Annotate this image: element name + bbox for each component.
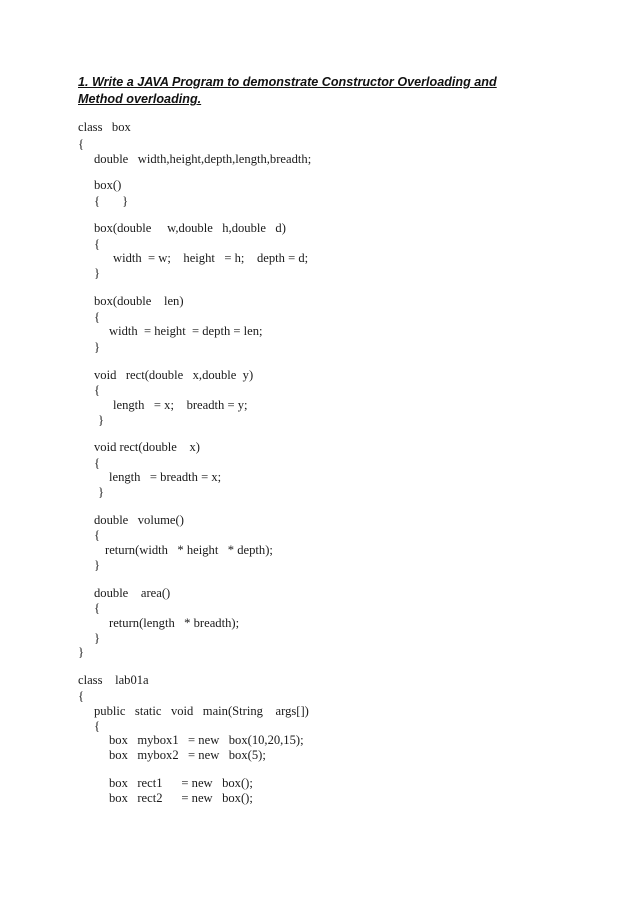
code-line: { bbox=[78, 689, 85, 703]
code-line: length = x; breadth = y; bbox=[113, 398, 248, 412]
code-line: return(width * height * depth); bbox=[105, 543, 273, 557]
code-line: } bbox=[78, 645, 85, 659]
code-line: } bbox=[94, 558, 101, 572]
code-line: double width,height,depth,length,breadth; bbox=[94, 152, 312, 166]
code-line: box(double w,double h,double d) bbox=[94, 221, 286, 235]
code-line: } bbox=[98, 485, 105, 499]
code-line: public static void main(String args[]) bbox=[94, 704, 309, 718]
code-line: box mybox1 = new box(10,20,15); bbox=[109, 733, 304, 747]
program-heading bbox=[78, 74, 558, 108]
heading-line-2: Method overloading. bbox=[78, 92, 202, 106]
code-line: { bbox=[94, 719, 101, 733]
code-line: { bbox=[94, 456, 101, 470]
code-line: { bbox=[94, 528, 101, 542]
code-line: void rect(double x,double y) bbox=[94, 368, 254, 382]
code-line: class lab01a bbox=[78, 673, 149, 687]
code-line: { bbox=[94, 237, 101, 251]
code-line: { bbox=[78, 137, 85, 151]
code-line: } bbox=[94, 340, 101, 354]
code-line: return(length * breadth); bbox=[109, 616, 240, 630]
code-line: width = w; height = h; depth = d; bbox=[113, 251, 309, 265]
code-line: width = height = depth = len; bbox=[109, 324, 263, 338]
code-line: { bbox=[94, 310, 101, 324]
code-line: double area() bbox=[94, 586, 171, 600]
code-line: { bbox=[94, 383, 101, 397]
code-line: class box bbox=[78, 120, 131, 134]
code-line: length = breadth = x; bbox=[109, 470, 222, 484]
code-line: box rect1 = new box(); bbox=[109, 776, 253, 790]
code-line: void rect(double x) bbox=[94, 440, 200, 454]
code-line: box rect2 = new box(); bbox=[109, 791, 253, 805]
code-line: box(double len) bbox=[94, 294, 184, 308]
heading-line-1: 1. Write a JAVA Program to demonstrate Constructor Overloading and bbox=[78, 75, 497, 89]
code-line: } bbox=[98, 413, 105, 427]
code-line: { } bbox=[94, 194, 129, 208]
code-line: } bbox=[94, 631, 101, 645]
code-line: box mybox2 = new box(5); bbox=[109, 748, 266, 762]
code-line: { bbox=[94, 601, 101, 615]
code-line: box() bbox=[94, 178, 122, 192]
code-line: double volume() bbox=[94, 513, 184, 527]
code-line: } bbox=[94, 266, 101, 280]
